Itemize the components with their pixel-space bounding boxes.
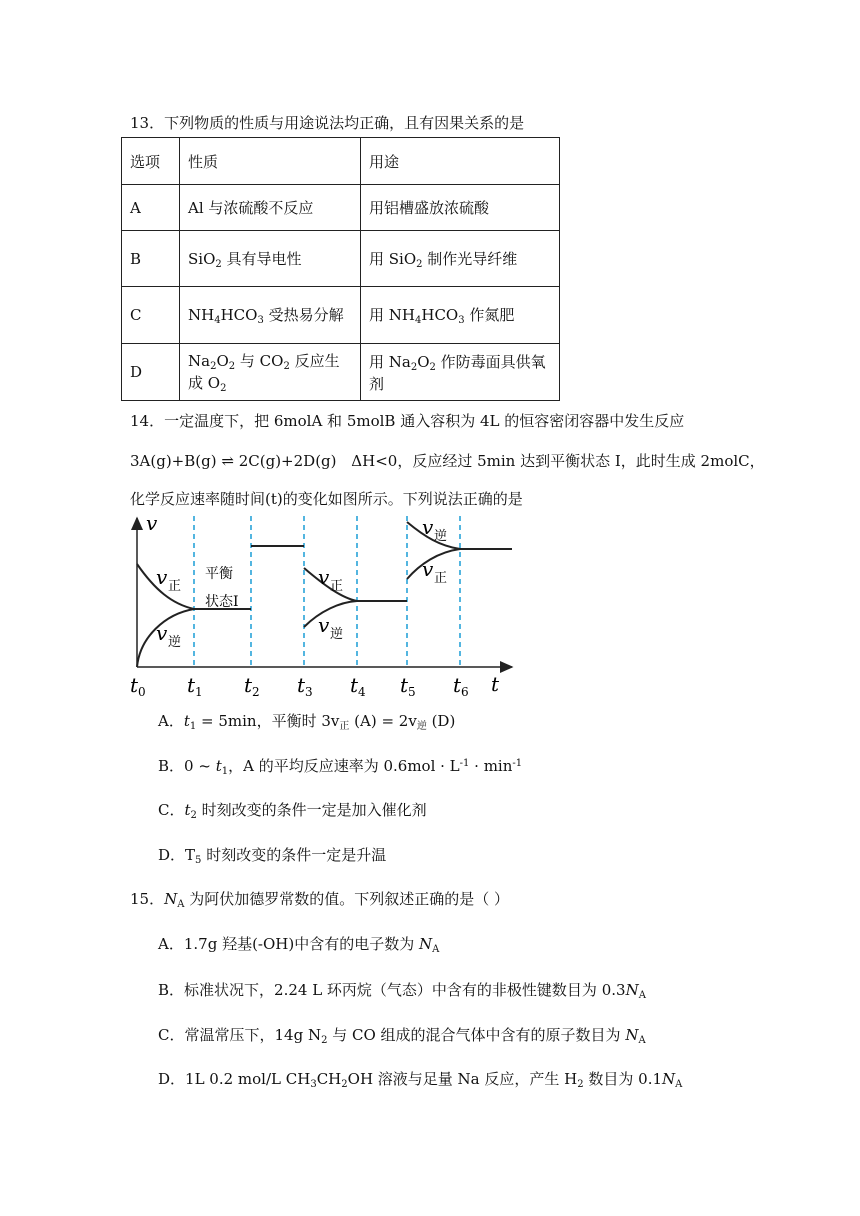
label-v: v [318,613,330,637]
table-header-row [122,138,560,185]
use-cell: 用 $NH_4HCO_3$ 作氮肥 [361,287,560,344]
label-zheng: 正 [434,571,448,586]
table-row [122,231,560,287]
table-row [122,344,560,401]
equation-right: 2C(g)+2D(g) [238,452,337,470]
property-cell: $Na_2O_2$ 与 $CO_2$ 反应生成 $O_2$ [180,344,361,401]
label-v: v [318,565,330,589]
v-reverse-curve-2 [304,601,357,627]
tick-label: t [400,673,409,697]
q15-option-b[interactable]: B．标准状况下，2.24 L 环丙烷（气态）中含有的非极性键数目为 $0.3N_A$ [158,981,646,1001]
q14-stem-line3: 化学反应速率随时间(t)的变化如图所示。下列说法正确的是 [130,490,523,508]
q15-stem: 15．$N_A$ 为阿伏加德罗常数的值。下列叙述正确的是（ ） [130,890,509,910]
option-cell: C [122,287,180,344]
state-label-1: 平衡 [205,566,233,582]
q15-option-d[interactable]: D．1L 0.2 mol/L $CH_3CH_2OH$ 溶液与足量 Na 反应，产生 $H_2$ 数目为 $0.1N_A$ [158,1070,683,1090]
tick-sub: 4 [358,685,366,697]
time-tick-labels [130,673,469,697]
x-axis-label: t [491,672,500,696]
use-cell: 用 $Na_2O_2$ 作防毒面具供氧剂 [361,344,560,401]
table-row [122,185,560,231]
tick-label: t [453,673,462,697]
label-v: v [422,515,434,539]
tick-sub: 6 [461,685,469,697]
tick-label: t [130,673,139,697]
q14-option-b[interactable]: B．0 ~ $t_1$，A 的平均反应速率为 $0.6mol \cdot L^{-1} \cdot \min^{-1}$ [158,757,523,777]
tick-sub: 5 [408,685,416,697]
q14-stem-line1: 14．一定温度下，把 6molA 和 5molB 通入容积为 4L 的恒容密闭容器中发生反应 [130,412,685,430]
tick-label: t [350,673,359,697]
tick-sub: 3 [305,685,313,697]
property-cell: $NH_4HCO_3$ 受热易分解 [180,287,361,344]
q15-option-a[interactable]: A．1.7g 羟基(-OH)中含有的电子数为 $N_A$ [158,935,440,955]
rate-time-graph [120,512,520,697]
label-v: v [422,557,434,581]
use-cell: 用铝槽盛放浓硫酸 [361,185,560,231]
q13-table [121,137,560,401]
y-axis-label: v [146,512,158,535]
q14-option-c[interactable]: C．$t_2$ 时刻改变的条件一定是加入催化剂 [158,801,427,821]
q14-stem-line2 [130,450,765,471]
enthalpy: ΔH<0 [351,452,398,470]
equation-left: 3A(g)+B(g) [130,452,217,470]
label-zheng: 正 [330,579,344,594]
tick-label: t [244,673,253,697]
label-ni: 逆 [434,529,448,544]
label-v: v [156,621,168,645]
table-row [122,287,560,344]
use-cell: 用 SiO$_2$ 制作光导纤维 [361,231,560,287]
tick-sub: 1 [195,685,203,697]
option-cell: B [122,231,180,287]
tick-sub: 0 [138,685,146,697]
tick-sub: 2 [252,685,260,697]
label-v: v [156,565,168,589]
property-cell: SiO$_2$ 具有导电性 [180,231,361,287]
q14-stem-line2-tail: ，反应经过 5min 达到平衡状态 I，此时生成 2molC， [397,452,765,470]
header-cell: 选项 [122,138,180,185]
state-label-2: 状态I [205,594,239,610]
label-zheng: 正 [168,579,182,594]
tick-label: t [187,673,196,697]
property-cell: Al 与浓硫酸不反应 [180,185,361,231]
label-ni: 逆 [330,627,344,642]
header-cell: 性质 [180,138,361,185]
q13-stem: 13．下列物质的性质与用途说法均正确，且有因果关系的是 [130,114,525,132]
label-ni: 逆 [168,635,182,650]
tick-label: t [297,673,306,697]
header-cell: 用途 [361,138,560,185]
time-markers [194,516,460,667]
option-cell: A [122,185,180,231]
equilibrium-arrow: ⇌ [221,452,234,470]
q14-option-a[interactable]: A．$t_1 = 5\min$，平衡时 $3v_正$ $(A) = 2v_逆$ (D) [158,712,456,732]
q14-option-d[interactable]: D．$T_5$ 时刻改变的条件一定是升温 [158,846,387,866]
option-cell: D [122,344,180,401]
q15-option-c[interactable]: C．常温常压下，14g $N_2$ 与 CO 组成的混合气体中含有的原子数目为 $N_A$ [158,1026,646,1046]
